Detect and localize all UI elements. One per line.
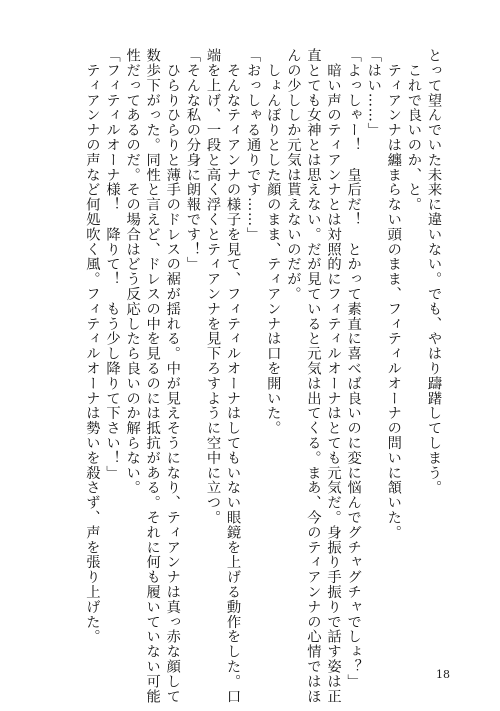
text-line: 端を上げ、一段と高く浮くとティアンナを見下ろすように空中に立つ。: [204, 48, 221, 525]
text-line: 「おっしゃる通りです……」: [245, 48, 262, 242]
page-number: 18: [436, 668, 450, 681]
text-line: そんなティアンナの様子を見て、フィティルオーナはしてもいない眼鏡を上げる動作をした。口: [225, 48, 242, 704]
text-line: 性だってあるのだ。その場合はどう反応したら良いのか解らない。: [124, 48, 141, 495]
text-line: 「はい……」: [365, 48, 382, 138]
text-line: ひらりひらりと薄手のドレスの裾が揺れる。中が見えそうになり、ティアンナは真っ赤な顔して: [164, 48, 181, 704]
text-line: 数歩下がった。同性と言えど、ドレスの中を見るのには抵抗がある。それに何も履いていない可能: [144, 48, 161, 704]
text-line: とって望んでいた未来に違いない。でも、やはり躊躇してしまう。: [426, 48, 442, 495]
text-line: ティアンナは纏まらない頭のまま、フィティルオーナの問いに頷いた。: [385, 48, 402, 540]
text-line: しょんぼりとした顔のまま、ティアンナは口を開いた。: [265, 48, 282, 436]
text-line: 直とても女神とは思えない。だが見ていると元気は出てくる。まあ、今のティアンナの心情ではほ: [305, 48, 322, 704]
text-line: 「そんな私の分身に朗報です！」: [184, 48, 201, 272]
text-line: 暗い声のティアンナとは対照的にフィティルオーナはとても元気だ。身振り手振りで話す姿は正: [325, 48, 342, 704]
text-line: 「よっしゃー！ 皇后だ！ とかって素直に喜べば良いのに変に悩んでグチャグチャでしょ？」: [345, 48, 362, 689]
text-line: んの少ししか元気は貰えないのだが。: [285, 48, 302, 302]
text-line: ティアンナの声など何処吹く風。フィティルオーナは勢いを殺さず、声を張り上げた。: [84, 48, 101, 644]
text-line: 「フィティルオーナ様！ 降りて！ もう少し降りて下さい！」: [104, 48, 121, 481]
text-line: これで良いのか、と。: [405, 48, 422, 212]
